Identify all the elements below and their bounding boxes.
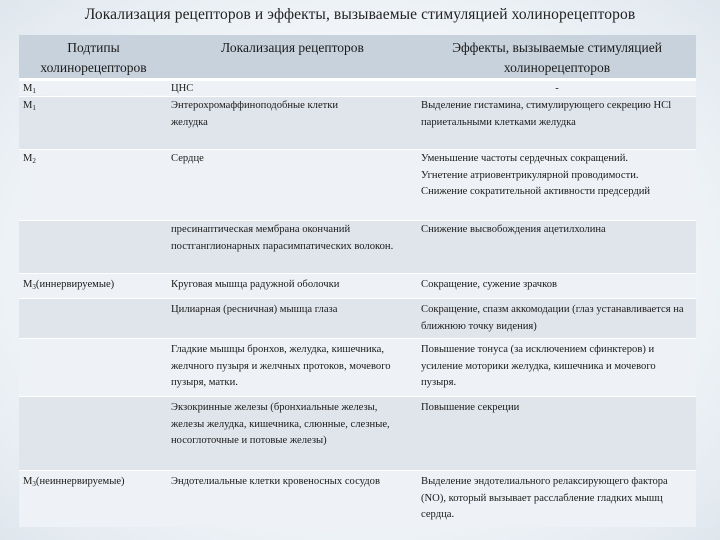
subtype-cell [19,80,167,95]
effect-cell: - [417,80,696,96]
localization-cell: Эндотелиальные клетки кровеносных сосудов [167,470,417,527]
subtype-index: 1 [32,87,36,95]
subtype-cell [19,220,167,273]
subtype-index: 3 [32,283,36,291]
header-subtypes: Подтипы холинорецепторов [19,35,167,80]
subtype-qualifier: (неиннервируемые) [35,476,125,487]
subtype-cell [19,338,167,396]
effect-cell: Повышение секреции [417,396,696,470]
subtype-letter: М [23,83,33,94]
localization-cell: Экзокринные железы (бронхиальные железы, железы желудка, кишечника, слюнные, слезные, носоглоточные и потовые железы) [167,396,417,470]
subtype-cell [19,149,167,220]
localization-cell: Цилиарная (ресничная) мышца глаза [167,298,417,338]
subtype-index: 1 [32,104,36,112]
subtype-cell [19,396,167,470]
subtype-index: 2 [32,157,36,165]
effect-cell: Снижение высвобождения ацетилхолина [417,220,696,273]
page-title: Локализация рецепторов и эффекты, вызываемые стимуляцией холинорецепторов [84,6,636,23]
subtype-cell [19,470,167,527]
subtype-index: 3 [32,480,36,488]
header-localization: Локализация рецепторов [167,35,417,80]
localization-cell: Сердце [167,149,417,220]
localization-cell: Гладкие мышцы бронхов, желудка, кишечника, желчного пузыря и желчных протоков, мочевого пузыря, матки. [167,338,417,396]
receptor-table [19,35,696,527]
localization-cell: ЦНС [167,80,417,96]
effect-cell: Сокращение, спазм аккомодации (глаз устанавливается на ближнюю точку видения) [417,298,696,338]
subtype-cell [19,96,167,149]
effect-cell: Уменьшение частоты сердечных сокращений. Угнетение атриовентрикулярной проводимости. Снижение сократительной активности предсердий [417,149,696,220]
localization-cell: пресинаптическая мембрана окончаний постганглионарных парасимпатических волокон. [167,220,417,273]
subtype-letter: М [23,476,33,487]
subtype-cell [19,273,167,298]
subtype-letter: М [23,100,33,111]
localization-cell: Энтерохромаффиноподобные клетки желудка [167,96,417,149]
effect-cell: Выделение гистамина, стимулирующего секрецию HCl париетальными клетками желудка [417,96,696,149]
effect-cell: Повышение тонуса (за исключением сфинктеров) и усиление моторики желудка, кишечника и мочевого пузыря. [417,338,696,396]
subtype-cell [19,298,167,338]
localization-cell: Круговая мышца радужной оболочки [167,273,417,298]
subtype-letter: М [23,279,33,290]
subtype-letter: М [23,153,33,164]
subtype-qualifier: (иннервируемые) [35,279,115,290]
effect-cell: Выделение эндотелиального релаксирующего фактора (NO), который вызывает расслабление гладких мышц сердца. [417,470,696,527]
header-effects: Эффекты, вызываемые стимуляцией холинорецепторов [417,35,696,80]
effect-cell: Сокращение, сужение зрачков [417,273,696,298]
